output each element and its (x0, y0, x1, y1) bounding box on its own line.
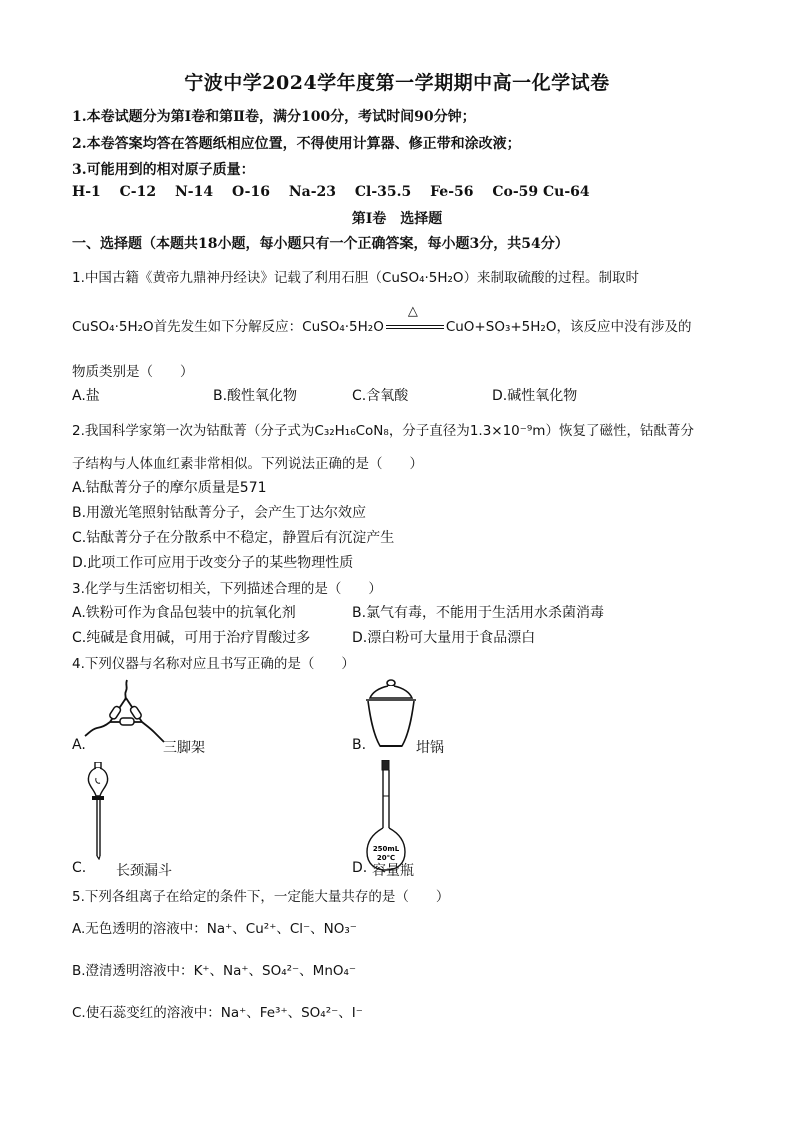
q5-option-a-ions: Na⁺、Cu²⁺、Cl⁻、NO₃⁻ (206, 921, 357, 937)
q4-option-c-name: 长颈漏斗 (116, 863, 172, 879)
q3-option-d: D.漂白粉可大量用于食品漂白 (352, 630, 536, 646)
q2-line-2: 子结构与人体血红素非常相似。下列说法正确的是（ ） (72, 456, 423, 472)
q3-stem: 3.化学与生活密切相关，下列描述合理的是（ ） (72, 581, 382, 597)
note-2: 2.本卷答案均答在答题纸相应位置，不得使用计算器、修正带和涂改液； (72, 136, 521, 152)
atomic-mass: Co-59 Cu-64 (492, 184, 590, 200)
q1-option-a: A.盐 (72, 388, 100, 404)
q2-option-a: A.钴酞菁分子的摩尔质量是571 (72, 480, 267, 496)
crucible-figure (360, 676, 422, 752)
part-title: 第Ⅰ卷 选择题 (351, 211, 443, 227)
q4-option-a-letter: A. (72, 737, 86, 753)
q5-option-b: B.澄清透明溶液中：K⁺、Na⁺、SO₄²⁻、MnO₄⁻ (72, 963, 357, 979)
note-3: 3.可能用到的相对原子质量： (72, 162, 255, 178)
q4-option-d-name: 容量瓶 (372, 863, 414, 879)
q5-option-c-ions: Na⁺、Fe³⁺、SO₄²⁻、I⁻ (220, 1005, 363, 1021)
atomic-mass: N-14 (174, 184, 214, 200)
q3-option-c: C.纯碱是食用碱，可用于治疗胃酸过多 (72, 630, 311, 646)
q4-option-a-name: 三脚架 (163, 740, 205, 756)
flask-temperature-label: 20℃ (376, 854, 396, 862)
atomic-mass: H-1 (72, 184, 101, 200)
q2-option-d: D.此项工作可应用于改变分子的某些物理性质 (72, 555, 354, 571)
q4-option-b-name: 坩锅 (416, 740, 444, 756)
q1-formula: CuSO₄·5H₂O (381, 270, 464, 286)
q1-option-b: B.酸性氧化物 (213, 388, 298, 404)
q3-option-a: A.铁粉可作为食品包装中的抗氧化剂 (72, 605, 296, 621)
volumetric-flask-figure (364, 760, 410, 872)
section-title: 一、选择题（本题共18小题，每小题只有一个正确答案，每小题3分，共54分） (72, 236, 569, 252)
q2-line-1: 2.我国科学家第一次为钴酞菁（分子式为C₃₂H₁₆CoN₈，分子直径为1.3×10⁻⁹m）恢复了磁性，钴酞菁分 (72, 423, 694, 439)
atomic-mass: Na-23 (288, 184, 336, 200)
reaction-equals-sign (386, 304, 444, 334)
funnel-figure (84, 762, 112, 860)
q1-line-3: 物质类别是（ ） (72, 364, 194, 380)
atomic-mass: C-12 (119, 184, 157, 200)
exam-title: 宁波中学2024学年度第一学期期中高一化学试卷 (184, 72, 610, 94)
atomic-mass: Cl-35.5 (354, 184, 412, 200)
q1-option-c: C.含氧酸 (352, 388, 409, 404)
atomic-mass: Fe-56 (430, 184, 474, 200)
q5-option-a: A.无色透明的溶液中：Na⁺、Cu²⁺、Cl⁻、NO₃⁻ (72, 921, 357, 937)
q1-line-1: 1.中国古籍《黄帝九鼎神丹经诀》记载了利用石胆（CuSO₄·5H₂O）来制取硫酸的过程。制取时 (72, 270, 640, 286)
q2-option-b: B.用激光笔照射钴酞菁分子，会产生丁达尔效应 (72, 505, 367, 521)
q1-line-2: CuSO₄·5H₂O首先发生如下分解反应：CuSO₄·5H₂O △ CuO+SO₃+5H₂O，该反应中没有涉及的 (72, 304, 692, 335)
q4-option-b-letter: B. (352, 737, 367, 753)
heat-symbol: △ (407, 304, 418, 319)
q2-diameter: 1.3×10⁻⁹m (469, 423, 546, 439)
flask-capacity-label: 250mL (372, 845, 400, 853)
q4-stem: 4.下列仪器与名称对应且书写正确的是（ ） (72, 656, 355, 672)
atomic-mass: O-16 (231, 184, 270, 200)
note-1: 1.本卷试题分为第Ⅰ卷和第Ⅱ卷，满分100分，考试时间90分钟； (72, 109, 476, 125)
q3-option-b: B.氯气有毒，不能用于生活用水杀菌消毒 (352, 605, 605, 621)
atomic-mass-list (72, 184, 604, 200)
q5-option-b-ions: K⁺、Na⁺、SO₄²⁻、MnO₄⁻ (193, 963, 357, 979)
q5-option-c: C.使石蕊变红的溶液中：Na⁺、Fe³⁺、SO₄²⁻、I⁻ (72, 1005, 363, 1021)
q4-option-c-letter: C. (72, 860, 87, 876)
q5-stem: 5.下列各组离子在给定的条件下，一定能大量共存的是（ ） (72, 889, 450, 905)
q1-option-d: D.碱性氧化物 (492, 388, 578, 404)
q2-option-c: C.钴酞菁分子在分散系中不稳定，静置后有沉淀产生 (72, 530, 395, 546)
q2-formula: C₃₂H₁₆CoN₈ (314, 423, 389, 439)
q4-option-d-letter: D. (352, 860, 368, 876)
